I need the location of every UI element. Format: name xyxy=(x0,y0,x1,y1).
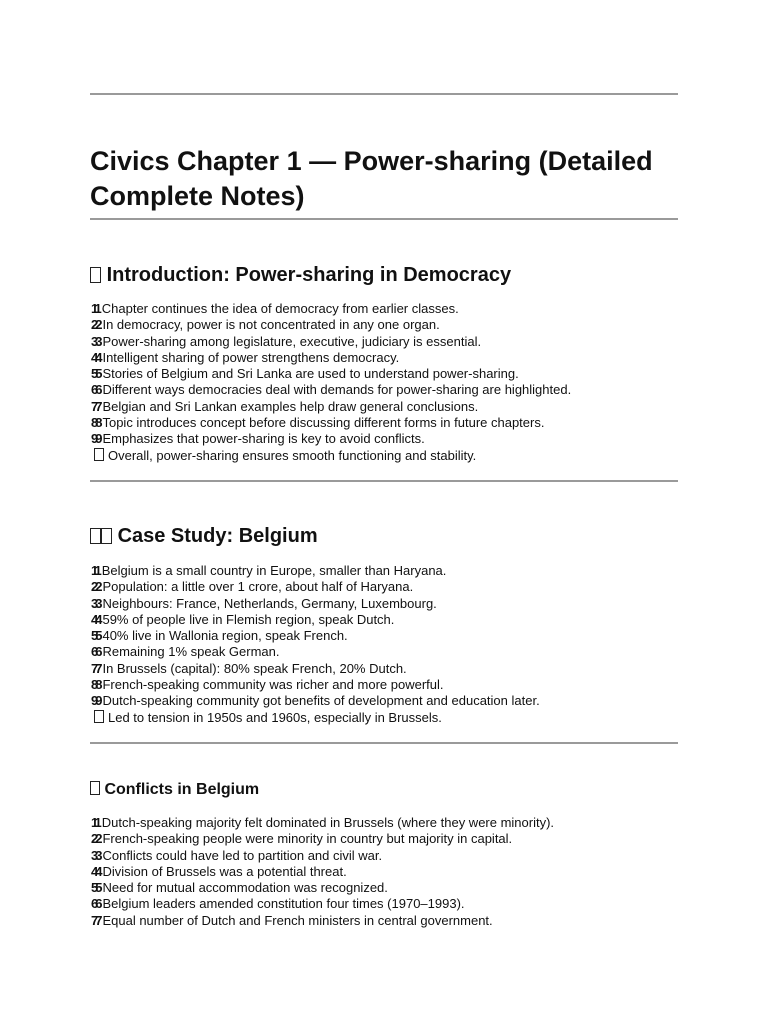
list-item: 55 Need for mutual accommodation was recognized. xyxy=(91,880,388,896)
list-item: 11 Dutch-speaking majority felt dominated in Brussels (where they were minority). xyxy=(91,815,555,830)
title-divider xyxy=(90,218,678,220)
list-item: 88 French-speaking community was richer and more powerful. xyxy=(91,677,444,693)
list-item: 44 Division of Brussels was a potential threat. xyxy=(91,863,347,879)
list-item: 22 In democracy, power is not concentrated in any one organ. xyxy=(91,317,440,333)
list-item: 66 Different ways democracies deal with demands for power-sharing are highlighted. xyxy=(91,382,572,398)
section-heading-conflicts xyxy=(90,779,259,801)
section-divider xyxy=(90,742,678,744)
box-glyph-icon xyxy=(94,710,104,726)
box-glyph-icon xyxy=(90,262,101,288)
list-item: Overall, power-sharing ensures smooth functioning and stability. xyxy=(91,448,691,464)
top-divider xyxy=(90,93,678,95)
list-item: 55 Stories of Belgium and Sri Lanka are used to understand power-sharing. xyxy=(91,366,519,382)
list-item: 99 Dutch-speaking community got benefits of development and education later. xyxy=(91,693,540,709)
section-heading-belgium xyxy=(90,523,318,549)
section-heading-text: Case Study: Belgium xyxy=(117,525,318,547)
section-heading-text: Conflicts in Belgium xyxy=(104,781,260,798)
list-item: Led to tension in 1950s and 1960s, especially in Brussels. xyxy=(91,710,691,726)
section-divider xyxy=(90,480,678,482)
box-glyph-icon xyxy=(90,779,100,801)
list-item: 66 Remaining 1% speak German. xyxy=(91,644,280,660)
section-heading-text: Introduction: Power-sharing in Democracy xyxy=(106,264,512,286)
box-glyph-icon xyxy=(94,448,104,464)
list-item: 55 40% live in Wallonia region, speak French. xyxy=(91,628,348,644)
list-item: 33 Conflicts could have led to partition and civil war. xyxy=(91,847,383,863)
list-item: 44 Intelligent sharing of power strengthens democracy. xyxy=(91,349,400,365)
list-item: 11 Chapter continues the idea of democracy from earlier classes. xyxy=(91,301,459,316)
list-item: 33 Power-sharing among legislature, executive, judiciary is essential. xyxy=(91,333,482,349)
list-item: 66 Belgium leaders amended constitution four times (1970–1993). xyxy=(91,896,465,912)
list-item: 44 59% of people live in Flemish region, speak Dutch. xyxy=(91,611,395,627)
conflicts-list xyxy=(91,815,691,929)
list-item: 88 Topic introduces concept before discussing different forms in future chapters. xyxy=(91,415,545,431)
section-heading-introduction xyxy=(90,262,511,288)
list-item: 99 Emphasizes that power-sharing is key to avoid conflicts. xyxy=(91,431,425,447)
double-box-glyph-icon xyxy=(90,523,112,549)
list-item: 22 French-speaking people were minority in country but majority in capital. xyxy=(91,831,513,847)
belgium-list xyxy=(91,563,691,726)
list-item: 11 Belgium is a small country in Europe, smaller than Haryana. xyxy=(91,563,447,578)
introduction-list xyxy=(91,301,691,464)
list-item: 77 Equal number of Dutch and French ministers in central government. xyxy=(91,912,493,928)
list-item: 77 Belgian and Sri Lankan examples help draw general conclusions. xyxy=(91,398,479,414)
list-item: 33 Neighbours: France, Netherlands, Germany, Luxembourg. xyxy=(91,595,437,611)
list-item: 22 Population: a little over 1 crore, about half of Haryana. xyxy=(91,579,414,595)
list-item: 77 In Brussels (capital): 80% speak French, 20% Dutch. xyxy=(91,660,407,676)
page-title: Civics Chapter 1 — Power-sharing (Detailed Complete Notes) xyxy=(90,146,653,211)
